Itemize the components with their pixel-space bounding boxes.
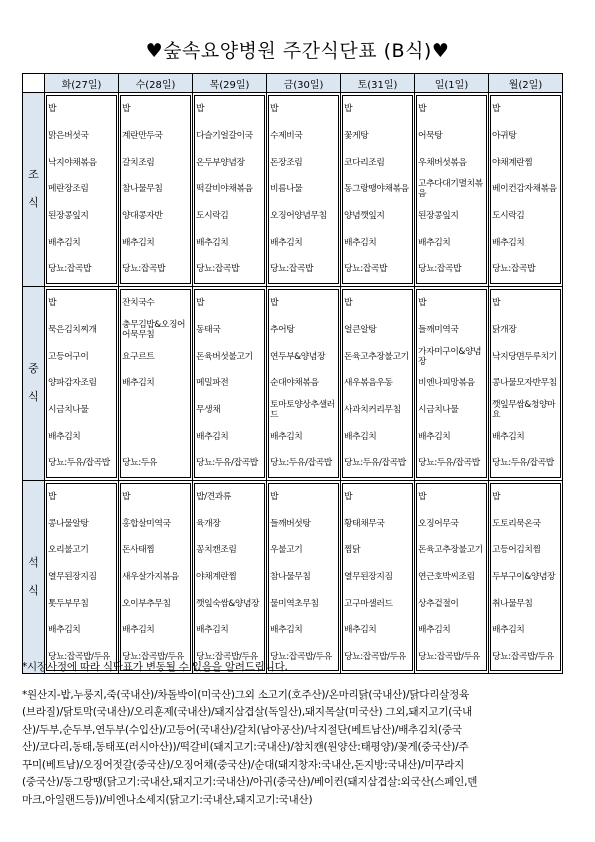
menu-item-list [120, 289, 191, 478]
menu-item: 비엔나피망볶음 [418, 378, 475, 389]
day-menu-cell [267, 93, 341, 287]
menu-item: 갈치조림 [122, 157, 155, 168]
menu-item: 배추김치 [344, 431, 377, 442]
menu-item: 배추김치 [492, 431, 525, 442]
menu-item: 밥 [48, 298, 57, 309]
menu-item: 추어탕 [270, 324, 295, 335]
day-menu-cell [341, 93, 415, 287]
menu-item: 당뇨:잡곡밥 [418, 264, 462, 275]
menu-item: 밥 [418, 104, 427, 115]
menu-item: 새우볶음우동 [344, 378, 393, 389]
menu-item: 배추김치 [492, 237, 525, 248]
menu-item-list [268, 483, 339, 672]
menu-item: 밥 [270, 298, 279, 309]
menu-item: 콩나물모자반무침 [492, 378, 557, 389]
menu-item: 당뇨:잡곡밥/두유 [344, 652, 406, 663]
menu-item: 참나물무침 [270, 572, 311, 583]
menu-item: 연두부&양념장 [270, 351, 326, 362]
menu-item: 배추김치 [196, 625, 229, 636]
menu-item: 묵은김치찌개 [48, 324, 97, 335]
menu-item: 돈육고추장불고기 [418, 545, 483, 556]
menu-item-list [120, 483, 191, 672]
day-menu-cell [119, 286, 193, 480]
menu-item: 돈장조림 [270, 157, 303, 168]
menu-item: 밥 [196, 298, 205, 309]
menu-item: 야채계란찜 [196, 572, 237, 583]
day-header: 토(31일) [341, 74, 415, 93]
menu-item: 맑은버섯국 [48, 131, 89, 142]
menu-item: 사과치커리무침 [344, 404, 401, 415]
origin-line: (브라질)/닭토막(국내산)/오리훈제(국내산)/돼지삼겹살(독일산),돼지목살(미국산) 그외,돼지고기(국내 [22, 706, 473, 718]
day-menu-cell [341, 286, 415, 480]
menu-item: 당뇨:두유/잡곡밥 [344, 458, 406, 469]
menu-item: 참나물무침 [122, 184, 163, 195]
menu-item: 배추김치 [492, 625, 525, 636]
menu-item: 당뇨:잡곡밥 [344, 264, 388, 275]
menu-item: 고등어구이 [48, 351, 89, 362]
origin-line: 산)/코다리,동태,동태포(러시아산))/떡갈비(돼지고기:국내산)/참치캔(원양산:태평양)/꽃게(중국산)/주 [22, 741, 469, 753]
menu-item: 배추김치 [418, 625, 451, 636]
menu-item [122, 423, 189, 450]
menu-item: 양파감자조림 [48, 378, 97, 389]
menu-item: 떡갈비야채볶음 [196, 184, 253, 195]
menu-item: 당뇨:잡곡밥/두유 [48, 652, 110, 663]
menu-item-list [268, 95, 339, 284]
menu-item: 열무된장지짐 [344, 572, 393, 583]
menu-item: 낙지야채볶음 [48, 157, 97, 168]
menu-item-list [490, 289, 561, 478]
menu-item: 시금치나물 [418, 404, 459, 415]
menu-item: 돈육고추장불고기 [344, 351, 409, 362]
menu-item: 배추김치 [48, 625, 81, 636]
menu-item: 닭개장 [492, 324, 517, 335]
menu-item: 취나물무침 [492, 598, 533, 609]
menu-item: 돈육버섯불고기 [196, 351, 253, 362]
day-menu-cell [267, 480, 341, 674]
menu-item-list [194, 95, 265, 284]
menu-item-list [46, 289, 117, 478]
menu-item: 당뇨:두유/잡곡밥 [492, 458, 554, 469]
menu-item: 당뇨:잡곡밥 [122, 264, 166, 275]
menu-item: 배추김치 [196, 237, 229, 248]
menu-change-notice: *시장사정에 따라 식단표가 변동될 수 있음을 알려드립니다. [22, 661, 288, 673]
menu-item: 당뇨:두유/잡곡밥 [270, 458, 332, 469]
menu-item: 연근호박씨조림 [418, 572, 475, 583]
menu-item: 당뇨:잡곡밥/두유 [196, 652, 258, 663]
menu-item: 당뇨:잡곡밥 [196, 264, 240, 275]
menu-item: 도시락김 [492, 211, 525, 222]
origin-line: (중국산)/동그랑땡(닭고기:국내산,돼지고기:국내산)/아귀(중국산)/베이컨(돼지삼겹살:외국산(스페인,덴 [22, 776, 478, 788]
menu-item: 밥 [270, 104, 279, 115]
menu-item: 당뇨:잡곡밥/두유 [418, 652, 480, 663]
menu-item: 시금치나물 [48, 404, 89, 415]
menu-item: 아귀탕 [492, 131, 517, 142]
menu-item-list [46, 483, 117, 672]
menu-item: 톳두부무침 [48, 598, 89, 609]
menu-item-list [268, 289, 339, 478]
menu-item: 밥 [196, 104, 205, 115]
menu-item: 깻잎숙쌈&양념장 [196, 598, 260, 609]
menu-item: 배추김치 [270, 625, 303, 636]
menu-item: 새우살가지볶음 [122, 572, 179, 583]
menu-item: 메밀파전 [196, 378, 229, 389]
menu-item: 도시락김 [196, 211, 229, 222]
menu-item-list [416, 95, 487, 284]
page-title: ♥숲속요양병원 주간식단표 (B식)♥ [145, 40, 450, 62]
menu-item-list [490, 95, 561, 284]
menu-item: 배추김치 [344, 237, 377, 248]
day-header-row [23, 74, 563, 93]
menu-item: 밥 [492, 104, 501, 115]
menu-item: 우불고기 [270, 545, 303, 556]
day-header: 목(29일) [193, 74, 267, 93]
day-menu-cell [119, 480, 193, 674]
menu-item: 오징어무국 [418, 518, 459, 529]
menu-item: 요구르트 [122, 351, 155, 362]
menu-item: 콩나물알탕 [48, 518, 89, 529]
meal-label: 중식 [23, 286, 45, 480]
corner-cell [23, 74, 45, 93]
menu-item: 메란장조림 [48, 184, 89, 195]
origin-line: 마크,아일랜드등))/비엔나소세지(닭고기:국내산,돼지고기:국내산) [22, 793, 313, 806]
meal-row [23, 480, 563, 674]
menu-item: 무생채 [196, 404, 221, 415]
day-menu-cell [489, 93, 563, 287]
menu-item: 당뇨:두유/잡곡밥 [418, 458, 480, 469]
menu-item: 배추김치 [344, 625, 377, 636]
menu-item: 양대콩자반 [122, 211, 163, 222]
menu-item: 당뇨:잡곡밥 [48, 264, 92, 275]
menu-item: 밥 [492, 491, 501, 502]
menu-item: 배추김치 [418, 431, 451, 442]
menu-item-list [416, 483, 487, 672]
menu-item: 두부구이&양념장 [492, 572, 556, 583]
menu-item: 당뇨:잡곡밥 [492, 264, 536, 275]
menu-item: 꽁치캔조림 [196, 545, 237, 556]
day-menu-cell [119, 93, 193, 287]
menu-item-list [416, 289, 487, 478]
menu-item: 어묵탕 [418, 131, 443, 142]
menu-item: 밥 [122, 104, 131, 115]
menu-item: 순대야채볶음 [270, 378, 319, 389]
meal-row [23, 93, 563, 287]
origin-line: 꾸미(베트남)/오징어젓갈(중국산)/오징어채(중국산)/순대(돼지창자:국내산,돈지방:국내산)/미꾸라지 [22, 758, 465, 771]
notes-section [22, 659, 574, 809]
menu-item: 잔치국수 [122, 298, 155, 309]
day-menu-cell [193, 93, 267, 287]
menu-item: 오징어양념무침 [270, 211, 327, 222]
menu-item: 코다리조림 [344, 157, 385, 168]
menu-item: 당뇨:두유/잡곡밥 [48, 458, 110, 469]
menu-item: 고등어김치찜 [492, 545, 541, 556]
menu-item: 찜닭 [344, 545, 361, 556]
weekly-menu-table [22, 73, 563, 674]
day-menu-cell [193, 286, 267, 480]
menu-item: 수제비국 [270, 131, 303, 142]
menu-item: 낙지당면두루치기 [492, 351, 557, 362]
menu-item: 밥 [344, 491, 353, 502]
menu-item: 양념깻잎지 [344, 211, 385, 222]
menu-item: 밥 [48, 491, 57, 502]
menu-item: 토마토양상추샐러드 [270, 399, 335, 420]
menu-item: 배추김치 [122, 625, 155, 636]
day-header: 금(30일) [267, 74, 341, 93]
menu-item: 당뇨:잡곡밥/두유 [492, 652, 554, 663]
menu-item: 들깨미역국 [418, 324, 459, 335]
origin-line: *원산지-밥,누룽지,죽(국내산)/차돌박이(미국산)그외 소고기(호주산)/온마리닭(국내산)/닭다리살정육 [22, 688, 470, 701]
menu-item: 오리불고기 [48, 545, 89, 556]
day-menu-cell [415, 93, 489, 287]
menu-item [122, 397, 189, 424]
menu-item: 들깨버섯탕 [270, 518, 311, 529]
menu-item: 밥/견과류 [196, 491, 231, 502]
menu-item: 우채버섯볶음 [418, 157, 467, 168]
menu-item: 상추겉절이 [418, 598, 459, 609]
menu-item: 밥 [122, 491, 131, 502]
day-menu-cell [267, 286, 341, 480]
menu-item: 깻잎무쌈&청양마요 [492, 399, 556, 420]
menu-item: 당뇨:잡곡밥/두유 [270, 652, 332, 663]
menu-item: 당뇨:두유/잡곡밥 [196, 458, 258, 469]
menu-item: 가자미구이&양념장 [418, 346, 482, 367]
day-menu-cell [489, 286, 563, 480]
menu-item: 도토리묵온국 [492, 518, 541, 529]
day-menu-cell [415, 286, 489, 480]
menu-item: 다슬기얼갈이국 [196, 131, 253, 142]
meal-row [23, 286, 563, 480]
menu-item: 밥 [492, 298, 501, 309]
menu-item: 밥 [48, 104, 57, 115]
day-header: 화(27일) [45, 74, 119, 93]
menu-item: 열무된장지짐 [48, 572, 97, 583]
menu-item: 황태채무국 [344, 518, 385, 529]
day-header: 일(1일) [415, 74, 489, 93]
menu-item-list [120, 95, 191, 284]
menu-item: 충무김밥&오징어어묵무침 [122, 319, 186, 340]
meal-label: 조식 [23, 93, 45, 287]
menu-item: 온두부양념장 [196, 157, 245, 168]
meal-label: 석식 [23, 480, 45, 674]
day-menu-cell [415, 480, 489, 674]
menu-item-list [490, 483, 561, 672]
menu-item: 당뇨:두유 [122, 458, 157, 469]
day-menu-cell [193, 480, 267, 674]
day-menu-cell [489, 480, 563, 674]
day-header: 수(28일) [119, 74, 193, 93]
menu-item: 밥 [418, 491, 427, 502]
menu-item-list [194, 289, 265, 478]
menu-item: 계란만두국 [122, 131, 163, 142]
menu-item-list [342, 289, 413, 478]
origin-line: 산)/두부,순두부,연두부(수입산)/고등어(국내산)/갈치(남아공산)/낙지절단(베트남산)/배추김치(중국 [22, 723, 462, 736]
menu-item: 동태국 [196, 324, 221, 335]
menu-item: 배추김치 [48, 431, 81, 442]
menu-item: 베이컨감자채볶음 [492, 184, 557, 195]
day-menu-cell [45, 286, 119, 480]
menu-item: 비름나물 [270, 184, 303, 195]
menu-item: 밥 [418, 298, 427, 309]
day-header: 월(2일) [489, 74, 563, 93]
menu-item: 꽃게탕 [344, 131, 369, 142]
origin-info [22, 687, 574, 810]
menu-item: 육개장 [196, 518, 221, 529]
menu-item: 된장콩잎지 [418, 211, 459, 222]
menu-item: 배추김치 [196, 431, 229, 442]
menu-item: 된장콩잎지 [48, 211, 89, 222]
day-menu-cell [341, 480, 415, 674]
menu-item: 배추김치 [270, 431, 303, 442]
menu-item: 배추김치 [122, 237, 155, 248]
menu-item-list [342, 95, 413, 284]
menu-item: 홍합살미역국 [122, 518, 171, 529]
menu-item: 당뇨:잡곡밥 [270, 264, 314, 275]
menu-item: 물미역초무침 [270, 598, 319, 609]
menu-item: 밥 [270, 491, 279, 502]
menu-item: 배추김치 [48, 237, 81, 248]
day-menu-cell [45, 93, 119, 287]
menu-item: 배추김치 [418, 237, 451, 248]
menu-item: 오이부추무침 [122, 598, 171, 609]
menu-item-list [46, 95, 117, 284]
day-menu-cell [45, 480, 119, 674]
menu-item: 배추김치 [270, 237, 303, 248]
menu-item: 고추다대기멸치볶음 [418, 179, 483, 200]
menu-item: 고구마샐러드 [344, 598, 393, 609]
menu-item: 밥 [344, 298, 353, 309]
menu-item: 배추김치 [122, 378, 155, 389]
menu-item: 돈사태찜 [122, 545, 155, 556]
menu-item: 당뇨:잡곡밥/두유 [122, 652, 184, 663]
menu-item: 밥 [344, 104, 353, 115]
menu-item-list [342, 483, 413, 672]
menu-item: 야채계란찜 [492, 157, 533, 168]
menu-item: 동그랑땡야채볶음 [344, 184, 409, 195]
menu-item-list [194, 483, 265, 672]
menu-item: 얼큰알탕 [344, 324, 377, 335]
